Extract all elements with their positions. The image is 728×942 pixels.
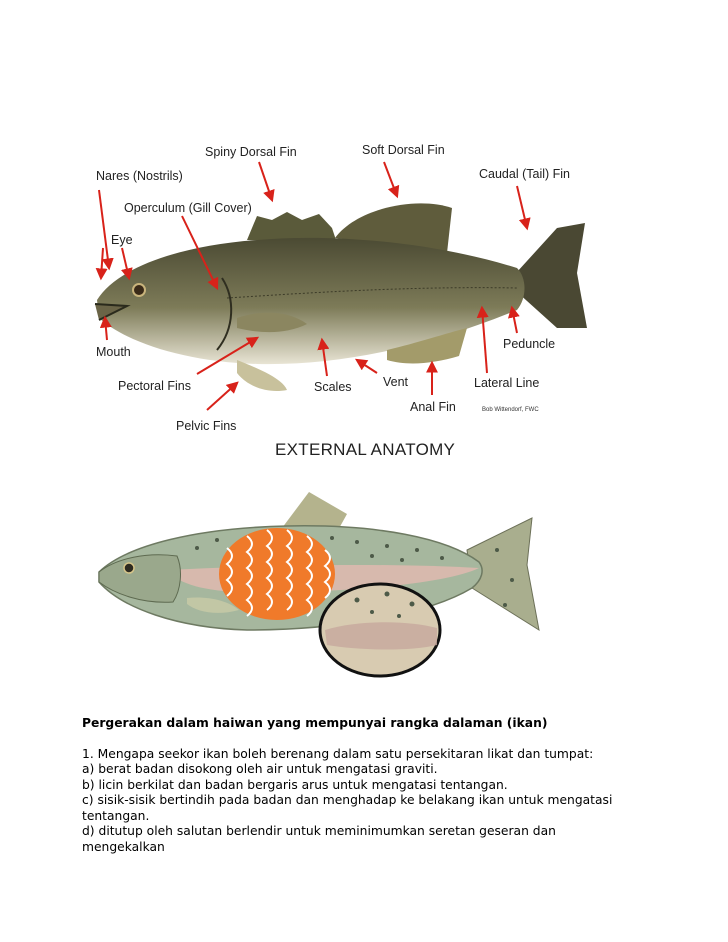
label-peduncle: Peduncle — [503, 337, 556, 351]
label-pectoral-fins: Pectoral Fins — [118, 379, 191, 393]
label-lateral-line: Lateral Line — [474, 376, 540, 390]
fish-anatomy-illustration — [87, 128, 594, 470]
figure-heading: EXTERNAL ANATOMY — [275, 440, 456, 459]
question-line: 1. Mengapa seekor ikan boleh berenang dalam satu persekitaran likat dan tumpat: — [82, 746, 594, 761]
label-mouth: Mouth — [96, 345, 131, 359]
label-spiny-dorsal-fin: Spiny Dorsal Fin — [205, 145, 297, 159]
answer-line-c-cont: tentangan. — [82, 808, 150, 823]
section-title: Pergerakan dalam haiwan yang mempunyai rangka dalaman (ikan) — [82, 716, 548, 730]
image-credit: Bob Wittendorf, FWC — [482, 407, 539, 413]
answer-line-d-cont: mengekalkan — [82, 839, 165, 854]
answer-line-c: c) sisik-sisik bertindih pada badan dan menghadap ke belakang ikan untuk mengatasi — [82, 793, 613, 807]
label-eye: Eye — [111, 233, 133, 247]
answer-line-d: d) ditutup oleh salutan berlendir untuk meminimumkan seretan geseran dan — [82, 824, 556, 838]
label-caudal-fin: Caudal (Tail) Fin — [479, 167, 571, 181]
exposed-muscle — [219, 528, 335, 620]
trout-muscle-figure — [87, 470, 542, 690]
eye-shape — [133, 284, 145, 296]
label-operculum: Operculum (Gill Cover) — [124, 201, 252, 215]
label-scales: Scales — [314, 380, 352, 394]
label-nares: Nares (Nostrils) — [96, 169, 183, 183]
answer-line-b: b) licin berkilat dan badan bergaris arus untuk mengatasi tentangan. — [82, 777, 508, 792]
answer-line-a: a) berat badan disokong oleh air untuk mengatasi graviti. — [82, 762, 438, 776]
label-vent: Vent — [383, 375, 409, 389]
trout-illustration — [87, 470, 542, 690]
label-soft-dorsal-fin: Soft Dorsal Fin — [362, 143, 445, 157]
label-anal-fin: Anal Fin — [410, 400, 456, 414]
trout-eye — [124, 563, 134, 573]
document-text — [82, 716, 682, 855]
label-pelvic-fins: Pelvic Fins — [176, 419, 237, 433]
pelvic-fin-shape — [237, 360, 287, 391]
fish-anatomy-figure — [87, 128, 594, 470]
